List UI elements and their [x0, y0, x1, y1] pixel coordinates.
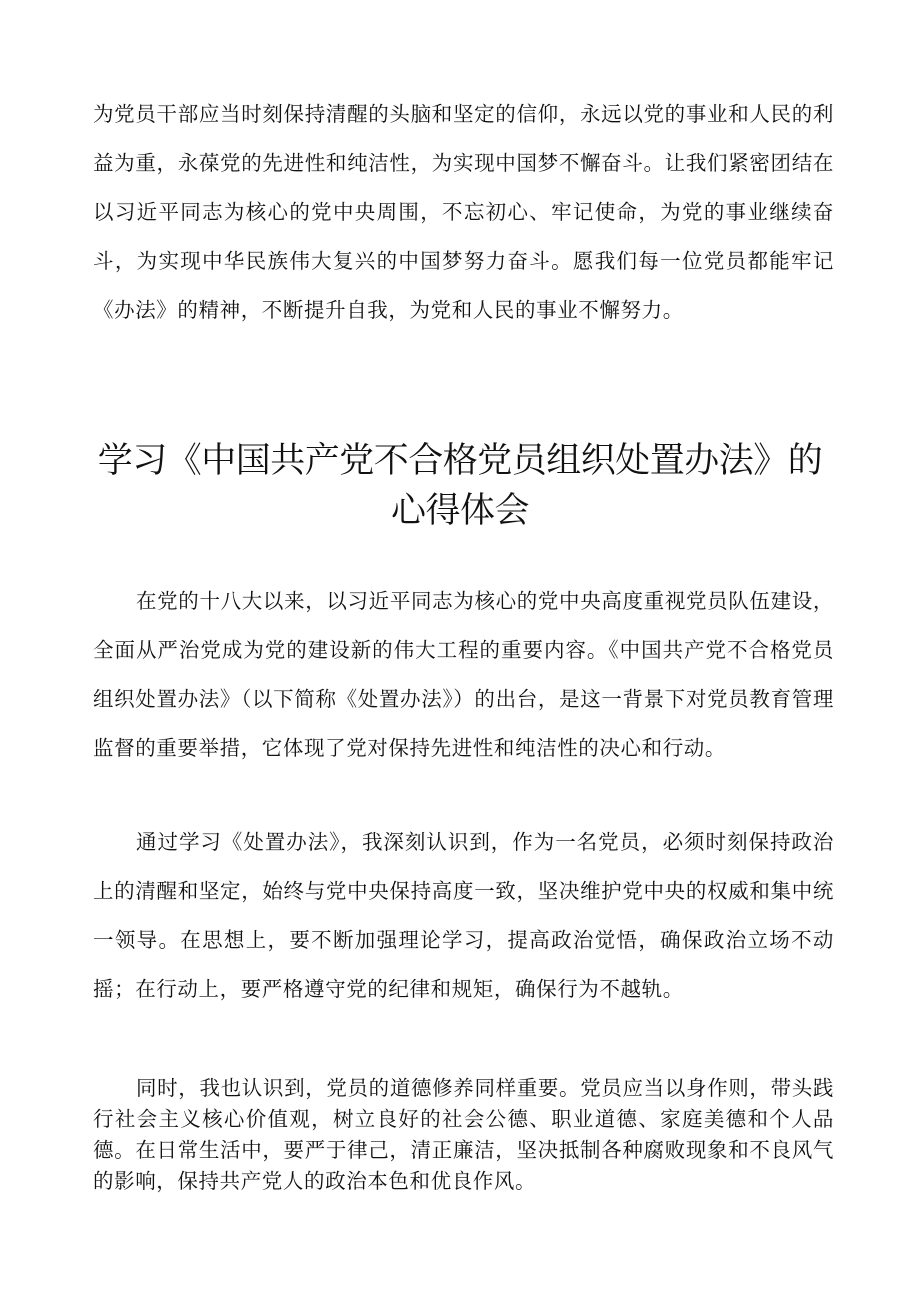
continuation-paragraph: 为党员干部应当时刻保持清醒的头脑和坚定的信仰，永远以党的事业和人民的利益为重，永葆党的先进性和纯洁性，为实现中国梦不懈奋斗。让我们紧密团结在以习近平同志为核心的党中央周围，不忘初心、牢记使命，为党的事业继续奋斗，为实现中华民族伟大复兴的中国梦努力奋斗。愿我们每一位党员都能牢记《办法》的精神，不断提升自我，为党和人民的事业不懈努力。 — [93, 102, 834, 322]
title-line-2: 心得体会 — [390, 491, 529, 531]
body-paragraph-1: 在党的十八大以来，以习近平同志为核心的党中央高度重视党员队伍建设，全面从严治党成为党的建设新的伟大工程的重要内容。《中国共产党不合格党员组织处置办法》（以下简称《处置办法》）的出台，是这一背景下对党员教育管理监督的重要举措，它体现了党对保持先进性和纯洁性的决心和行动。 — [93, 589, 834, 760]
page-title — [80, 436, 840, 536]
body-paragraph-3: 同时，我也认识到，党员的道德修养同样重要。党员应当以身作则，带头践行社会主义核心价值观，树立良好的社会公德、职业道德、家庭美德和个人品德。在日常生活中，要严于律己，清正廉洁，坚决抵制各种腐败现象和不良风气的影响，保持共产党人的政治本色和优良作风。 — [93, 1076, 834, 1193]
title-line-1: 学习《中国共产党不合格党员组织处置办法》的 — [97, 441, 823, 481]
body-paragraph-2: 通过学习《处置办法》，我深刻认识到，作为一名党员，必须时刻保持政治上的清醒和坚定，始终与党中央保持高度一致，坚决维护党中央的权威和集中统一领导。在思想上，要不断加强理论学习，提高政治觉悟，确保政治立场不动摇；在行动上，要严格遵守党的纪律和规矩，确保行为不越轨。 — [93, 830, 834, 1001]
